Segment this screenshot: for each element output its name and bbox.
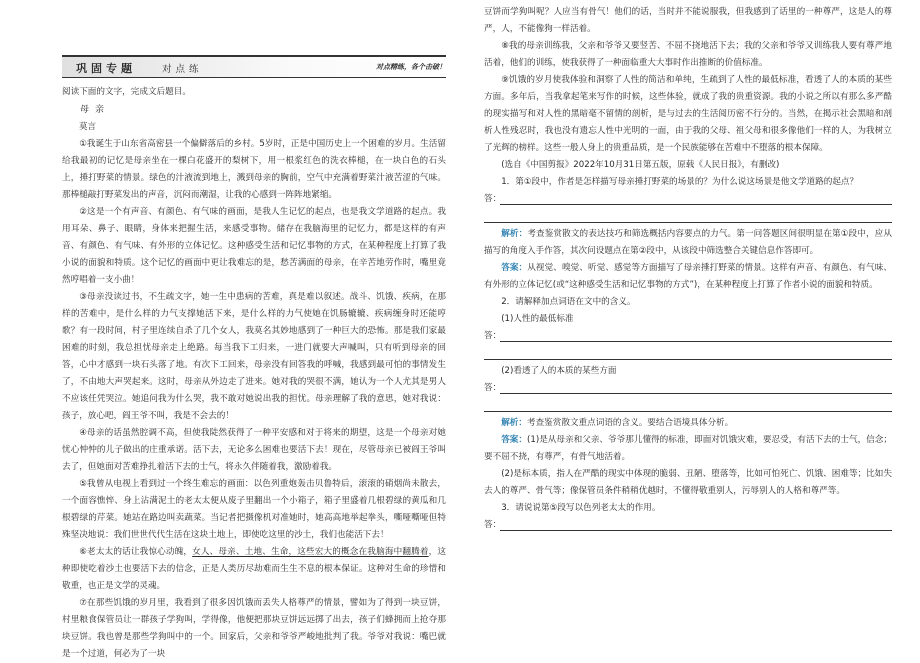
paragraph-3: ③母亲没读过书，不生疏文字，她一生中患病的苦难，真是难以叙述。战斗、饥饿、疾病，在那样的苦难中，是什么样的力气支撑她活下来，是什么样的力气使她在饥肠辘辘、疾病缠身时还能哼歌？有一段时间，村子里连续自杀了几个女人，我莫名其妙地感到了一种巨大的恐怖。那是我们家最困难的时刻，我总担忧母亲走上绝路。每当我下工归来，一进门就要大声喊叫，只有听到母亲的回答，心中才感到一块石头落了地。有次下工回来，母亲没有回答我的呼喊，我感到最可怕的事情发生了，不由地大声哭起来。这时，母亲从外边走了进来。她对我的哭很不满，她认为一个人尤其是男人不应该任凭哭泣。她追问我为什么哭，我不敢对她说出我的担忧。母亲理解了我的意思，她对我说：孩子，放心吧，阎王爷不叫，我是不会去的！ [62, 292, 446, 421]
section-header-subtitle: 对点练 [162, 64, 203, 75]
paragraph-6 [62, 544, 446, 595]
paragraph-2: ②这是一个有声音、有颜色、有气味的画面，是我人生记忆的起点，也是我文学道路的起点。我用耳朵、鼻子、眼睛，身体来把握生活，来感受事物。储存在我脑海里的记忆力，都是这样的有声音、有颜色、有气味、有外形的立体记忆。这种感受生活和记忆事物的方式，在某种程度上打算了我小说的面貌和特质。这个记忆的画面中更让我难忘的是，愁苦满面的母亲，在辛苦地劳作时，嘴里竟然哼唱着一支小曲！ [62, 207, 446, 285]
paragraph-6-start: ⑥老太太的话让我惊心动魄， [79, 547, 193, 557]
answer-label: 答： [484, 194, 502, 204]
answer-key-label: 答案： [501, 263, 528, 273]
paragraph-7: ⑦在那些饥饿的岁月里，我看到了很多因饥饿而丢失人格尊严的情景，譬如为了得到一块豆饼，村里粮食保管员让一群孩子学狗叫，学得像，他便把那块豆饼远远掷了出去，孩子们蜂拥而上抢夺那块豆饼。我也曾是那些学狗叫中的一个。回家后，父亲和爷爷严峻地批判了我。爷爷对我说：嘴巴就是一个过道，何必为了一块 [62, 598, 446, 659]
answer-label: 答： [484, 331, 502, 341]
reading-instruction: 阅读下面的文字，完成文后题目。 [62, 87, 191, 97]
analysis-label: 解析： [501, 418, 527, 428]
question-2-part-2: (2)看透了人的本质的某些方面 [501, 366, 617, 376]
answer-key-2 [484, 432, 892, 466]
blank-line [484, 346, 892, 360]
paragraph-8: ⑧我的母亲训练我，父亲和爷爷又要竖苦、不屈不挠地活下去；我的父亲和爷爷又训练我人要有尊严地活着，他们的训练，使我获得了一种面临重大大事时作出推断的价值标准。 [484, 41, 892, 68]
left-column [62, 55, 446, 663]
question-2: 2．请解释加点词语在文中的含义。 [501, 297, 636, 307]
paragraph-6-end: ，这种即使吃着沙土也要活下去的信念，正是人类历尽劫难而生生不息的根本保证。这种对生命的珍惜和敬重，也正是文学的灵魂。 [62, 547, 446, 591]
analysis-label: 解析： [501, 229, 528, 239]
answer-label: 答： [484, 520, 502, 530]
paragraph-6-underlined: 女人、母亲、土地、生命，这些宏大的概念在我脑海中翻腾着 [192, 547, 429, 557]
answer-line-3[interactable] [484, 517, 892, 534]
paragraph-7-continued: 豆饼而学狗叫呢？人应当有骨气！他们的话，当时并不能说服我，但我感到了话里的一种尊严，这是人的尊严，人，不能像狗一样活着。 [484, 7, 892, 34]
analysis-text: 考查鉴赏散文重点词语的含义。要结合语境具体分析。 [526, 418, 734, 428]
paragraph-9: ⑨饥饿的岁月使我体验和洞察了人性的简洁和单纯，生疏到了人性的最低标准，看透了人的本质的某些方面。多年后，当我拿起笔来写作的时候，这些体验，就成了我的贵重资源。我的小说之所以有那么多严酷的现实描写和对人性的黑暗毫不留情的剖析，是与过去的生活阅历密不行分的。当然，在揭示社会黑暗和剖析人性残忍时，我也没有遗忘人性中光明的一面，由于我的父母、祖父母和很多像他们一样的人，为我树立了光辉的榜样。这些一般人身上的贵重品质，是一个民族能够在苦难中不堕落的根本保障。 [484, 75, 892, 153]
question-2-part-1: (1)人性的最低标准 [501, 314, 574, 324]
section-header-bar [62, 55, 446, 78]
analysis-1 [484, 226, 892, 260]
right-column [484, 4, 892, 534]
answer-line-2b[interactable] [484, 380, 892, 397]
section-header-slogan: 对点精练，各个击破！ [376, 63, 446, 71]
essay-author: 莫言 [79, 122, 97, 132]
essay-title: 母亲 [80, 105, 111, 115]
blank-line [500, 341, 892, 342]
paragraph-1: ①我诞生于山东省高密县一个偏僻落后的乡村。5岁时，正是中国历史上一个困难的岁月。生活留给我最初的记忆是母亲坐在一棵白花盛开的梨树下，用一根浆红色的洗衣棒槌，在一块白色的石头上，捶打野菜的情景。绿色的汁液流到地上，溅到母亲的胸前，空气中充满着野菜汁液苦涩的气味。那棒槌敲打野菜发出的声音，沉闷而潮湿，让我的心感到一阵阵地紧缩。 [62, 139, 446, 200]
analysis-text: 考查鉴赏散文的表达技巧和筛选概括内容要点的力气。第一问答题区间很明显在第①段中，应从描写的角度入手作答，其次问设题点在第②段中，从该段中筛选整合关键信息作答即可。 [484, 229, 892, 256]
blank-line [500, 204, 892, 205]
analysis-2 [484, 415, 892, 432]
question-1: 1．第①段中，作者是怎样描写母亲捶打野菜的场景的？为什么说这场景是他文学道路的起点？ [501, 177, 859, 187]
paragraph-4: ④母亲的话虽然腔调不高，但使我陡然获得了一种平安感和对于将来的期望，这是一个母亲对她忧心忡忡的儿子做出的庄重承诺。活下去，无论多么困难也要活下去！现在，尽管母亲已被阎王爷叫去了，但她面对苦难挣扎着活下去的士气，将永久伴随着我，激励着我。 [62, 428, 446, 472]
section-header-title: 巩固专题 [76, 62, 136, 75]
blank-line [484, 209, 892, 223]
blank-line [500, 393, 892, 394]
answer-key-1 [484, 260, 892, 294]
answer-line-2a[interactable] [484, 328, 892, 345]
source-note: (选自《中国剪报》2022年10月31日第五版，原载《人民日报》，有删改) [501, 160, 780, 170]
answer-key-2-part-2: (2)是标本质，指人在严酷的现实中体现的脆弱、丑陋、堕落等，比如可怕死亡、饥饿、困难等；比如失去人的尊严、骨气等；像保管员条件稍稍优越时，不懂得敬重别人，污辱别人的人格和尊严等。 [484, 469, 892, 496]
question-3: 3．请说说第⑤段写以色列老太太的作用。 [501, 503, 661, 513]
answer-key-text: 从视觉、嗅觉、听觉、感觉等方面描写了母亲捶打野菜的情景。这样有声音、有颜色、有气味、有外形的立体记忆(或“这种感受生活和记忆事物的方式”)，在某种程度上打算了作者小说的面貌和特质。 [484, 263, 892, 290]
answer-line-1[interactable] [484, 191, 892, 208]
answer-key-label: 答案： [501, 435, 528, 445]
answer-label: 答： [484, 383, 502, 393]
answer-key-text: (1)是从母亲和父亲、爷爷那儿懂得的标准，即面对饥饿灾难，要忍受，有活下去的士气，信念；要不屈不挠，有尊严，有骨气地活着。 [484, 435, 892, 462]
paragraph-5: ⑤我曾从电视上看到过一个终生难忘的画面：以色列重炮轰击贝鲁特后，滚滚的硝烟尚未散去，一个面容憔悴、身上沾满泥土的老太太便从废子里翻出一个小箱子，箱子里盛着几根碧绿的黄瓜和几根碧绿的芹菜。她站在路边叫卖蔬菜。当记者把摄像机对准她时，她高高地举起拳头，嘶哑嘶哑但特殊坚决地说：我们世世代代生活在这块土地上，即使吃这里的沙土，我们也能活下去！ [62, 479, 446, 540]
blank-line [500, 530, 892, 531]
blank-line [484, 398, 892, 412]
